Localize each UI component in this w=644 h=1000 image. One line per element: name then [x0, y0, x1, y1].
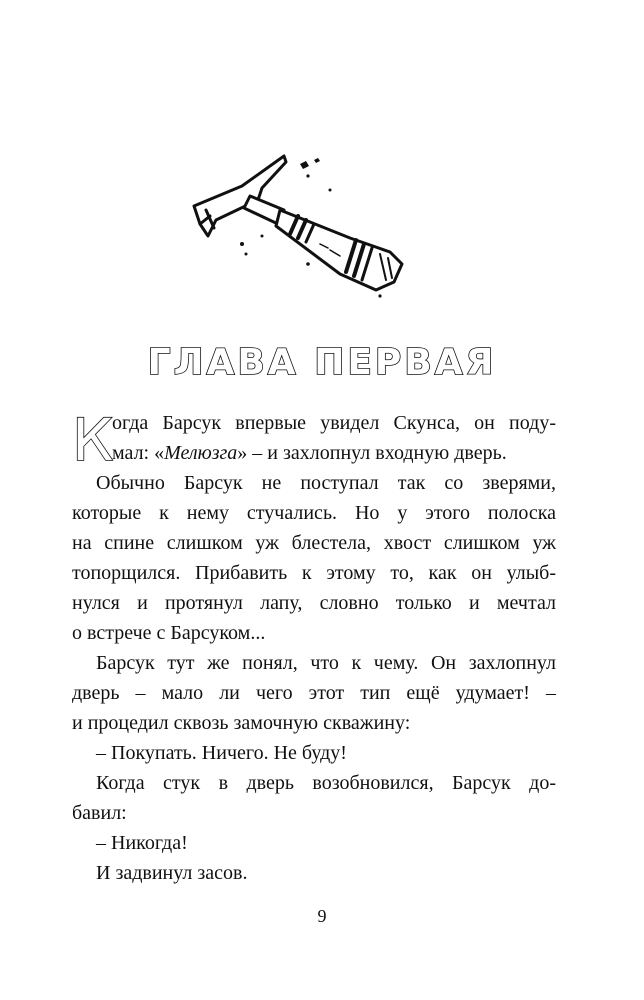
- paragraph-2-line-4: топорщился. Прибавить к этому то, как он улыб-: [72, 562, 556, 584]
- paragraph-5-line-2: бавил:: [72, 802, 127, 824]
- drop-cap: К: [72, 406, 114, 474]
- paragraph-1-line-2: [72, 438, 556, 468]
- paragraph-2-line-1: Обычно Барсук не поступал так со зверями,: [96, 472, 556, 494]
- paragraph-2-line-6: о встрече с Барсуком...: [72, 622, 266, 644]
- paragraph-2-line-2: которые к нему стучались. Но у этого полоска: [72, 502, 556, 524]
- paragraph-6-line-1: – Никогда!: [96, 832, 188, 854]
- paragraph-7-line-1: И задвинул засов.: [96, 862, 248, 884]
- paragraph-4-line-1: – Покупать. Ничего. Не буду!: [96, 742, 347, 764]
- page-number: 9: [317, 906, 327, 926]
- chapter-title: ГЛАВА ПЕРВАЯ: [147, 342, 497, 383]
- paragraph-2-line-3: на спине слишком уж блестела, хвост слишком уж: [72, 532, 556, 554]
- paragraph-3-line-3: и процедил сквозь замочную скважину:: [72, 712, 411, 734]
- paragraph-5-line-1: Когда стук в дверь возобновился, Барсук до-: [96, 772, 556, 794]
- paragraph-3-line-2: дверь – мало ли чего этот тип ещё удумает! –: [72, 682, 556, 704]
- paragraph-2-line-5: нулся и протянул лапу, словно только и мечтал: [72, 592, 556, 614]
- paragraph-1-text-2a: мал: «: [112, 442, 165, 464]
- chapter-text: [72, 408, 556, 888]
- paragraph-1-text-2b: » – и захлопнул входную дверь.: [237, 442, 507, 464]
- hammer-icon: [180, 140, 420, 310]
- paragraph-3-line-1: Барсук тут же понял, что к чему. Он захлопнул: [96, 652, 556, 674]
- paragraph-1-text-1: огда Барсук впервые увидел Скунса, он поду-: [112, 412, 556, 434]
- paragraph-1-italic-word: Мелюзга: [164, 442, 238, 464]
